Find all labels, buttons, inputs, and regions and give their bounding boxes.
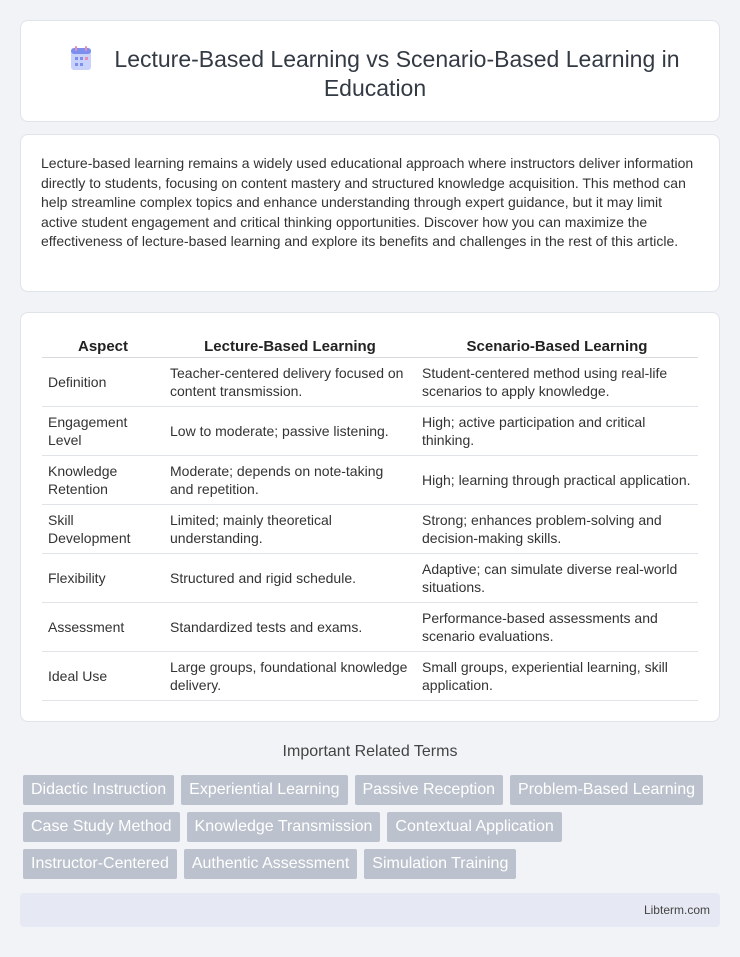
row-aspect: Definition — [42, 357, 164, 406]
row-lecture: Teacher-centered delivery focused on content transmission. — [164, 357, 416, 406]
row-aspect: Ideal Use — [42, 651, 164, 700]
row-lecture: Standardized tests and exams. — [164, 602, 416, 651]
related-term-tag[interactable]: Problem-Based Learning — [510, 775, 703, 805]
related-term-tag[interactable]: Case Study Method — [23, 812, 180, 842]
document-icon — [70, 45, 92, 71]
row-scenario: High; active participation and critical thinking. — [416, 406, 698, 455]
row-aspect: Assessment — [42, 602, 164, 651]
row-lecture: Structured and rigid schedule. — [164, 553, 416, 602]
table-row — [42, 504, 698, 553]
row-scenario: Small groups, experiential learning, skill application. — [416, 651, 698, 700]
intro-paragraph: Lecture-based learning remains a widely used educational approach where instructors deliver information directly to students, focusing on content mastery and structured knowledge acquisition. This method can help streamline complex topics and enhance understanding through expert guidance, but it may limit active student engagement and critical thinking opportunities. Discover how you can maximize the effectiveness of lecture-based learning and explore its benefits and challenges in the rest of this article. — [41, 155, 694, 250]
table-row — [42, 651, 698, 700]
comparison-card — [20, 312, 720, 722]
related-term-tag[interactable]: Instructor-Centered — [23, 849, 177, 879]
footer-brand[interactable]: Libterm.com — [643, 903, 710, 917]
table-row — [42, 602, 698, 651]
footer-bar — [20, 893, 720, 927]
row-scenario: Strong; enhances problem-solving and decision-making skills. — [416, 504, 698, 553]
related-term-tag[interactable]: Passive Reception — [355, 775, 504, 805]
row-scenario: Student-centered method using real-life scenarios to apply knowledge. — [416, 357, 698, 406]
related-term-tag[interactable]: Simulation Training — [364, 849, 516, 879]
row-scenario: High; learning through practical application. — [416, 455, 698, 504]
header-card — [20, 20, 720, 122]
table-row — [42, 455, 698, 504]
table-row — [42, 357, 698, 406]
header-aspect: Aspect — [42, 333, 164, 357]
row-aspect: Knowledge Retention — [42, 455, 164, 504]
header-scenario: Scenario-Based Learning — [416, 333, 698, 357]
table-row — [42, 553, 698, 602]
related-term-tag[interactable]: Didactic Instruction — [23, 775, 174, 805]
related-term-tag[interactable]: Experiential Learning — [181, 775, 347, 805]
table-header-row — [42, 333, 698, 357]
row-aspect: Flexibility — [42, 553, 164, 602]
page-title-wrap — [61, 45, 689, 103]
row-lecture: Limited; mainly theoretical understanding. — [164, 504, 416, 553]
row-scenario: Performance-based assessments and scenario evaluations. — [416, 602, 698, 651]
row-aspect: Skill Development — [42, 504, 164, 553]
row-lecture: Moderate; depends on note-taking and repetition. — [164, 455, 416, 504]
related-term-tag[interactable]: Authentic Assessment — [184, 849, 357, 879]
header-lecture: Lecture-Based Learning — [164, 333, 416, 357]
table-row — [42, 406, 698, 455]
row-lecture: Low to moderate; passive listening. — [164, 406, 416, 455]
related-term-tag[interactable]: Knowledge Transmission — [187, 812, 381, 842]
comparison-table — [42, 333, 698, 701]
row-lecture: Large groups, foundational knowledge delivery. — [164, 651, 416, 700]
row-scenario: Adaptive; can simulate diverse real-world situations. — [416, 553, 698, 602]
page-title: Lecture-Based Learning vs Scenario-Based Learning in Education — [114, 46, 680, 101]
related-terms-list — [23, 775, 713, 879]
related-term-tag[interactable]: Contextual Application — [387, 812, 561, 842]
row-aspect: Engagement Level — [42, 406, 164, 455]
related-terms-title: Important Related Terms — [282, 743, 458, 760]
intro-card — [20, 134, 720, 292]
